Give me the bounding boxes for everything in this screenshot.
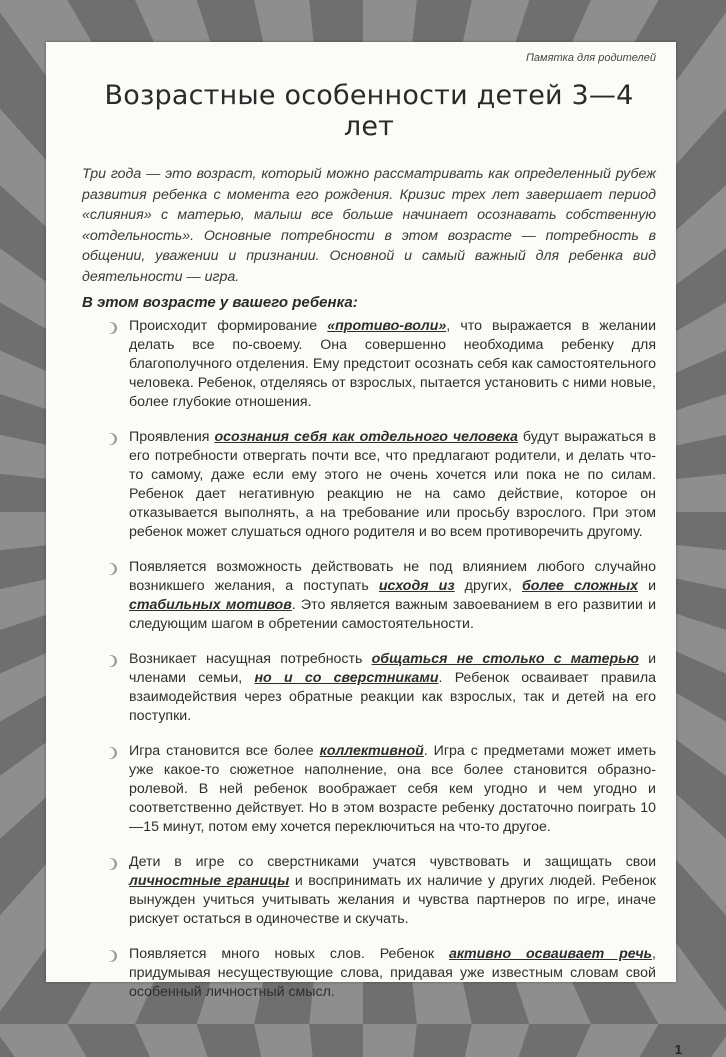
page-sheet [46,42,682,1057]
item-text: , придумывая несуществующие слова, придавая уже известным словам свой особенный личностный смысл. [129,946,656,1000]
intro-paragraph: Три года — это возраст, который можно рассматривать как определенный рубеж развития ребенка с момента его рождения. Кризис трех лет завершает период «слияния» с матерью, малыш все больше начинает осознавать собственную «отдельность». Основные потребности в этом возрасте — потребность в общении, уважении и признании. Основной и самый важный для ребенка вид деятельности — игра. [82,166,656,285]
key-phrase: активно осваивает речь [448,946,653,962]
list-item [82,317,656,412]
item-text: и [638,578,657,594]
crescent-bullet-icon [104,562,118,576]
item-text: будут выражаться в его потребности отвергать почти все, что предлагают родители, и делать что-то самому, даже если ему этого не очень хочется или пока не по силам. Ребенок дает негативную реакцию не на само действие, которое он отказывается выполнять, а на требование или просьбу взрослого. При этом ребенок может слушаться одного родителя и во всем противоречить другому. [129,429,656,540]
feature-list [82,317,656,1002]
crescent-bullet-icon [104,857,118,871]
list-item [82,945,656,1002]
key-phrase: исходя из [378,578,455,594]
key-phrase: коллективной [319,743,424,759]
list-item [82,742,656,837]
key-phrase: «противо-воли» [327,318,447,334]
page-title: Возрастные особенности детей 3—4 лет [104,80,634,142]
list-item [82,428,656,542]
key-phrase: личностные границы [129,873,290,889]
item-text: . Игра с предметами может иметь уже какое-то сюжетное наполнение, она все более становится образно-ролевой. В ней ребенок воображает себя кем угодно и чем угодно и соответственно действует. Но в этом возрасте ребенку достаточно поиграть 10—15 минут, потом ему хочется переключиться на что-то другое. [129,743,656,835]
item-text: Игра становится все более [129,743,320,759]
header-note: Памятка для родителей [525,52,656,64]
item-text: Появляется возможность действовать не под влиянием любого случайно возникшего желания, а поступать [129,559,656,594]
list-item [82,853,656,929]
key-phrase: общаться не столько с матерью [371,651,639,667]
item-text: . Это является важным завоеванием в его развитии и следующим шагом в обретении самостоятельности. [129,597,656,632]
section-subheading: В этом возрасте у вашего ребенка: [82,294,358,311]
item-text: Дети в игре со сверстниками учатся чувствовать и защищать свои [129,854,656,870]
item-text: Возникает насущная потребность [129,651,372,667]
item-text: . Ребенок осваивает правила взаимодействия через обратные реакции как взрослых, так и детей на его поступки. [129,670,656,724]
list-item [82,558,656,634]
crescent-bullet-icon [104,949,118,963]
item-text: и членами семьи, [129,651,656,686]
crescent-bullet-icon [104,654,118,668]
item-text: Проявления [129,429,215,445]
crescent-bullet-icon [104,432,118,446]
key-phrase: осознания себя как отдельного человека [214,429,518,445]
crescent-bullet-icon [104,746,118,760]
key-phrase: более сложных [522,578,639,594]
item-text: , что выражается в желании делать все по-своему. Она совершенно необходима ребенку для благополучного отделения. Ему предстоит осознать себя как самостоятельного человека. Ребенок, отделяясь от взрослых, пытается установить с ними новые, более глубокие отношения. [129,318,656,410]
crescent-bullet-icon [104,321,118,335]
item-text: других, [454,578,523,594]
item-text: Происходит формирование [129,318,328,334]
key-phrase: но и со сверстниками [254,670,439,686]
key-phrase: стабильных мотивов [129,597,292,613]
page-number: 1 [674,1042,682,1057]
item-text: Появляется много новых слов. Ребенок [129,946,449,962]
list-item [82,650,656,726]
item-text: и воспринимать их наличие у других людей. Ребенок вынужден учиться учитывать желания и чувства партнеров по игре, иначе рискует остаться в одиночестве и скучать. [129,873,656,927]
